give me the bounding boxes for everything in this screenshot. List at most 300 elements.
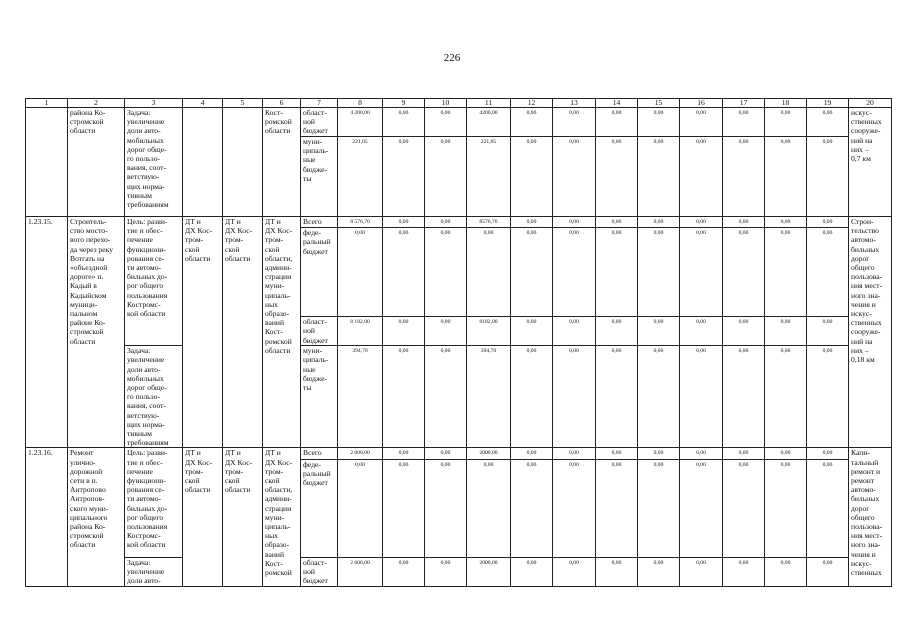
value-col-11: 2000,00: [467, 557, 511, 586]
cell-line: требованиям: [127, 438, 169, 448]
cell-line: Цель: разви-: [127, 217, 168, 226]
cell-line: Антропов-: [70, 494, 105, 504]
cell-line: админи-: [265, 263, 292, 273]
cell-line: тром-: [225, 466, 244, 476]
value-col-15: 0,00: [638, 228, 680, 317]
cell-line: област-: [303, 108, 327, 117]
cell-line: тром-: [225, 235, 244, 245]
value-col-11: 2000,00: [467, 448, 511, 459]
value-col-8: 2 000,00: [338, 448, 383, 459]
value-col-16: 0,00: [680, 317, 723, 346]
cell-line: 0,7 км: [851, 154, 871, 164]
value-col-18: 0,00: [765, 557, 807, 586]
cell-line: сооруже-: [851, 327, 881, 337]
responsible: [263, 448, 301, 586]
value-col-16: 0,00: [680, 137, 723, 217]
cell-line: области: [70, 540, 96, 550]
cell-line: тельство: [851, 226, 879, 236]
column-number: 12: [511, 99, 553, 108]
value-col-12: 0,00: [511, 557, 553, 586]
cell-line: бюдже-: [303, 164, 328, 174]
responsible: [263, 108, 301, 217]
value-col-18: 0,00: [765, 217, 807, 228]
item-goal: [125, 108, 183, 217]
cell-line: Задача:: [127, 557, 151, 567]
cell-line: вания, соот-: [127, 163, 166, 173]
result: [849, 448, 892, 586]
value-col-10: 0,00: [425, 108, 467, 137]
column-number: 14: [596, 99, 638, 108]
value-col-19: 0,00: [807, 137, 849, 217]
cell-line: увеличение: [127, 117, 165, 127]
cell-line: ской: [185, 244, 200, 254]
value-col-16: 0,00: [680, 557, 723, 586]
cell-line: тивным: [127, 190, 152, 200]
header-row: [26, 99, 892, 108]
cell-line: ДТ и: [185, 448, 201, 458]
cell-line: ДХ Кос-: [265, 226, 293, 236]
cell-line: тром-: [265, 235, 284, 245]
funding-source: [301, 108, 338, 137]
cell-line: ной: [303, 566, 315, 576]
funding-source: [301, 137, 338, 217]
cell-line: доли авто-: [127, 126, 161, 136]
cell-line: сети в п.: [70, 476, 98, 486]
cell-line: бильных: [851, 494, 880, 504]
executor: [183, 217, 223, 448]
value-col-19: 0,00: [807, 557, 849, 586]
column-number: 15: [638, 99, 680, 108]
program-table: [25, 98, 892, 587]
cell-line: образо-: [265, 309, 290, 319]
cell-line: ДТ и: [185, 217, 201, 226]
cell-line: ти автомо-: [127, 494, 162, 504]
cell-line: ство мосто-: [70, 226, 108, 236]
value-col-18: 0,00: [765, 317, 807, 346]
cell-line: искус-: [851, 309, 872, 319]
cell-line: ципаль-: [303, 146, 329, 156]
cell-line: общего: [851, 512, 875, 522]
column-number: 13: [553, 99, 596, 108]
cell-line: области: [265, 126, 291, 136]
value-col-13: 0,00: [553, 459, 596, 557]
funding-source: [301, 557, 338, 586]
cell-line: тром-: [185, 466, 204, 476]
value-col-17: 0,00: [723, 228, 765, 317]
cell-line: области,: [265, 253, 293, 263]
cell-line: Строи-: [851, 217, 874, 226]
value-col-17: 0,00: [723, 108, 765, 137]
cell-line: Задача:: [127, 108, 151, 117]
value-col-19: 0,00: [807, 108, 849, 137]
cell-line: ской: [225, 244, 240, 254]
cell-line: Костромс-: [127, 299, 161, 309]
value-col-11: 394,70: [467, 346, 511, 448]
value-col-10: 0,00: [425, 346, 467, 448]
cell-line: Кост-: [265, 558, 283, 568]
value-col-10: 0,00: [425, 448, 467, 459]
value-col-14: 0,00: [596, 346, 638, 448]
value-col-9: 0,00: [383, 228, 425, 317]
cell-line: дороге» п.: [70, 272, 104, 282]
cell-line: ти автомо-: [127, 263, 162, 273]
cell-line: печение: [127, 235, 153, 245]
cell-line: ты: [303, 383, 312, 393]
cell-line: мобильных: [127, 373, 164, 383]
cell-line: района Ко-: [70, 108, 106, 117]
column-number: 16: [680, 99, 723, 108]
cell-line: ний на: [851, 336, 873, 346]
value-col-13: 0,00: [553, 448, 596, 459]
cell-line: Строитель-: [70, 217, 107, 226]
value-col-8: 394,70: [338, 346, 383, 448]
cell-line: ного зна-: [851, 540, 881, 550]
value-col-10: 0,00: [425, 459, 467, 557]
funding-source: [301, 459, 338, 557]
value-col-18: 0,00: [765, 108, 807, 137]
cell-line: ДХ Кос-: [185, 457, 213, 467]
item-name: [68, 217, 125, 448]
column-number: 20: [849, 99, 892, 108]
value-col-10: 0,00: [425, 228, 467, 317]
cell-line: доли авто-: [127, 576, 161, 586]
cell-line: Костромс-: [127, 531, 161, 541]
cell-line: пользования: [127, 522, 168, 532]
cell-line: ного зна-: [851, 290, 881, 300]
cell-line: бюджет: [303, 335, 328, 345]
value-col-11: 221,05: [467, 137, 511, 217]
value-col-13: 0,00: [553, 346, 596, 448]
column-number: 11: [467, 99, 511, 108]
cell-line: ской: [185, 476, 200, 486]
value-col-11: 0,00: [467, 228, 511, 317]
cell-line: кой области: [127, 540, 166, 550]
cell-line: ваний: [265, 318, 285, 328]
item-number: 1.23.15.: [26, 217, 68, 448]
cell-line: чения и: [851, 549, 876, 559]
cell-line: ремонт и: [851, 466, 881, 476]
cell-line: рог общего: [127, 512, 164, 522]
cell-line: ных: [265, 531, 278, 541]
value-col-12: 0,00: [511, 317, 553, 346]
cell-line: феде-: [303, 459, 321, 469]
cell-line: страции: [265, 503, 292, 513]
item-task: [125, 557, 183, 586]
cell-line: ДХ Кос-: [265, 457, 293, 467]
item-number: 1.23.16.: [26, 448, 68, 586]
item-name: [68, 108, 125, 217]
value-col-10: 0,00: [425, 317, 467, 346]
cell-line: ской: [265, 476, 280, 486]
cell-line: феде-: [303, 228, 321, 238]
cell-line: бюдже-: [303, 373, 328, 383]
cell-line: бюджет: [303, 478, 328, 488]
cell-line: области: [185, 253, 211, 263]
cell-line: области: [225, 253, 251, 263]
column-number: 17: [723, 99, 765, 108]
item-name: [68, 448, 125, 586]
cell-line: щих норма-: [127, 181, 165, 191]
cell-line: образо-: [265, 540, 290, 550]
column-number: 7: [301, 99, 338, 108]
value-col-10: 0,00: [425, 557, 467, 586]
cell-line: ной: [303, 326, 315, 336]
cell-line: стромской: [70, 531, 104, 541]
value-col-19: 0,00: [807, 459, 849, 557]
value-col-9: 0,00: [383, 557, 425, 586]
cell-line: ской: [225, 476, 240, 486]
value-col-15: 0,00: [638, 317, 680, 346]
value-col-15: 0,00: [638, 557, 680, 586]
value-col-13: 0,00: [553, 108, 596, 137]
cell-line: ДХ Кос-: [185, 226, 213, 236]
cell-line: тром-: [265, 466, 284, 476]
column-number: 6: [263, 99, 301, 108]
cell-line: искус-: [851, 558, 872, 568]
value-col-14: 0,00: [596, 137, 638, 217]
cell-line: ДХ Кос-: [225, 457, 253, 467]
cell-line: них –: [851, 345, 869, 355]
cell-line: улично-: [70, 457, 96, 467]
cell-line: ДТ и: [265, 448, 281, 458]
value-col-12: 0,00: [511, 448, 553, 459]
cell-line: ципаль-: [265, 290, 291, 300]
funding-source: [301, 346, 338, 448]
value-col-13: 0,00: [553, 228, 596, 317]
value-col-12: 0,00: [511, 228, 553, 317]
cell-line: дорог обще-: [127, 144, 167, 154]
cell-line: Кост-: [265, 108, 283, 117]
value-col-18: 0,00: [765, 137, 807, 217]
value-col-15: 0,00: [638, 137, 680, 217]
cell-line: ДТ и: [265, 217, 281, 226]
value-col-14: 0,00: [596, 459, 638, 557]
cell-line: дорог обще-: [127, 383, 167, 393]
value-col-19: 0,00: [807, 346, 849, 448]
cell-line: дорожной: [70, 466, 103, 476]
cell-line: стромской: [70, 117, 104, 127]
cell-line: вания, соот-: [127, 401, 166, 411]
cell-line: страции: [265, 272, 292, 282]
value-col-15: 0,00: [638, 459, 680, 557]
cell-line: Всего: [303, 217, 322, 226]
cell-line: района Ко-: [70, 522, 106, 532]
value-col-10: 0,00: [425, 137, 467, 217]
cell-line: ромской: [265, 568, 292, 578]
value-col-16: 0,00: [680, 459, 723, 557]
column-number: 2: [68, 99, 125, 108]
cell-line: стромской: [70, 327, 104, 337]
value-col-17: 0,00: [723, 346, 765, 448]
value-col-8: 4 200,00: [338, 108, 383, 137]
funding-source: [301, 448, 338, 459]
value-col-12: 0,00: [511, 217, 553, 228]
cell-line: ДТ и: [225, 217, 241, 226]
value-col-18: 0,00: [765, 448, 807, 459]
cell-line: бюджет: [303, 246, 328, 256]
cell-line: бильных: [851, 244, 880, 254]
result: [849, 108, 892, 217]
value-col-13: 0,00: [553, 217, 596, 228]
cell-line: ромской: [265, 336, 292, 346]
cell-line: тальный: [851, 457, 879, 467]
cell-line: рования се-: [127, 253, 165, 263]
cell-line: Антропово: [70, 485, 106, 495]
column-number: 19: [807, 99, 849, 108]
cell-line: дорог: [851, 253, 870, 263]
cell-line: районе Ко-: [70, 318, 106, 328]
cell-line: муни-: [265, 281, 285, 291]
cell-line: ния мест-: [851, 531, 883, 541]
item-number: [26, 108, 68, 217]
value-col-14: 0,00: [596, 108, 638, 137]
cell-line: функциони-: [127, 244, 166, 254]
cell-line: Всего: [303, 448, 322, 458]
value-col-8: 2 000,00: [338, 557, 383, 586]
cell-line: ремонт: [851, 476, 875, 486]
cell-line: увеличение: [127, 355, 165, 365]
value-col-18: 0,00: [765, 228, 807, 317]
value-col-8: 0,00: [338, 228, 383, 317]
value-col-16: 0,00: [680, 228, 723, 317]
coexecutor: [223, 108, 263, 217]
value-col-9: 0,00: [383, 317, 425, 346]
value-col-17: 0,00: [723, 459, 765, 557]
value-col-14: 0,00: [596, 448, 638, 459]
table-row: [26, 557, 892, 586]
cell-line: ний на: [851, 135, 873, 145]
value-col-9: 0,00: [383, 346, 425, 448]
value-col-11: 4200,00: [467, 108, 511, 137]
page-number: 226: [443, 52, 461, 64]
cell-line: ты: [303, 173, 312, 183]
value-col-9: 0,00: [383, 459, 425, 557]
cell-line: област-: [303, 557, 327, 567]
cell-line: печение: [127, 466, 153, 476]
value-col-16: 0,00: [680, 108, 723, 137]
table-body: [26, 99, 892, 587]
coexecutor: [223, 448, 263, 586]
column-number: 3: [125, 99, 183, 108]
value-col-18: 0,00: [765, 459, 807, 557]
cell-line: ственных: [851, 117, 882, 127]
cell-line: ской: [265, 244, 280, 254]
table-row: [26, 448, 892, 459]
cell-line: ральный: [303, 237, 331, 247]
cell-line: ДТ и: [225, 448, 241, 458]
value-col-16: 0,00: [680, 346, 723, 448]
cell-line: области,: [265, 485, 293, 495]
cell-line: области: [185, 485, 211, 495]
value-col-12: 0,00: [511, 108, 553, 137]
value-col-10: 0,00: [425, 217, 467, 228]
value-col-17: 0,00: [723, 137, 765, 217]
cell-line: ДХ Кос-: [225, 226, 253, 236]
cell-line: ского муни-: [70, 503, 109, 513]
item-goal: [125, 217, 183, 346]
cell-line: Вотгать на: [70, 253, 105, 263]
cell-line: Капи-: [851, 448, 870, 458]
column-number: 1: [26, 99, 68, 108]
cell-line: го пользо-: [127, 392, 160, 402]
value-col-15: 0,00: [638, 217, 680, 228]
value-col-13: 0,00: [553, 137, 596, 217]
cell-line: ципаль-: [265, 522, 291, 532]
value-col-19: 0,00: [807, 228, 849, 317]
cell-line: ные: [303, 155, 316, 165]
cell-line: общего: [851, 263, 875, 273]
cell-line: требованиям: [127, 200, 169, 210]
funding-source: [301, 317, 338, 346]
cell-line: вого перехо-: [70, 235, 111, 245]
cell-line: Ремонт: [70, 448, 94, 458]
value-col-11: 8182,00: [467, 317, 511, 346]
cell-line: ственных: [851, 318, 882, 328]
cell-line: ветствую-: [127, 172, 160, 182]
cell-line: функциони-: [127, 476, 166, 486]
funding-source: [301, 217, 338, 228]
column-number: 8: [338, 99, 383, 108]
cell-line: ственных: [851, 568, 882, 578]
executor: [183, 108, 223, 217]
cell-line: бюджет: [303, 126, 328, 136]
value-col-8: 8 576,70: [338, 217, 383, 228]
cell-line: мобильных: [127, 135, 164, 145]
cell-line: ваний: [265, 549, 285, 559]
value-col-16: 0,00: [680, 217, 723, 228]
executor: [183, 448, 223, 586]
cell-line: «объездной: [70, 263, 108, 273]
cell-line: муни-: [265, 512, 285, 522]
responsible: [263, 217, 301, 448]
table-row: [26, 217, 892, 228]
cell-line: области: [70, 126, 96, 136]
cell-line: тром-: [185, 235, 204, 245]
item-goal: [125, 448, 183, 557]
funding-source: [301, 228, 338, 317]
value-col-19: 0,00: [807, 448, 849, 459]
cell-line: ветствую-: [127, 410, 160, 420]
cell-line: тивным: [127, 429, 152, 439]
cell-line: бюджет: [303, 576, 328, 586]
cell-line: ных: [265, 299, 278, 309]
value-col-11: 0,00: [467, 459, 511, 557]
value-col-9: 0,00: [383, 108, 425, 137]
column-number: 18: [765, 99, 807, 108]
cell-line: ральный: [303, 468, 331, 478]
cell-line: Кадыйском: [70, 290, 107, 300]
cell-line: увеличение: [127, 566, 165, 576]
cell-line: ния мест-: [851, 281, 883, 291]
value-col-19: 0,00: [807, 217, 849, 228]
cell-line: области: [265, 345, 291, 355]
value-col-13: 0,00: [553, 317, 596, 346]
cell-line: Кост-: [265, 327, 283, 337]
value-col-12: 0,00: [511, 137, 553, 217]
value-col-15: 0,00: [638, 346, 680, 448]
cell-line: област-: [303, 317, 327, 327]
cell-line: кой области: [127, 309, 166, 319]
cell-line: области: [70, 336, 96, 346]
column-number: 9: [383, 99, 425, 108]
cell-line: го пользо-: [127, 154, 160, 164]
cell-line: ципального: [70, 512, 108, 522]
cell-line: пользования: [127, 290, 168, 300]
cell-line: дорог: [851, 503, 870, 513]
value-col-9: 0,00: [383, 448, 425, 459]
value-col-17: 0,00: [723, 217, 765, 228]
value-col-16: 0,00: [680, 448, 723, 459]
